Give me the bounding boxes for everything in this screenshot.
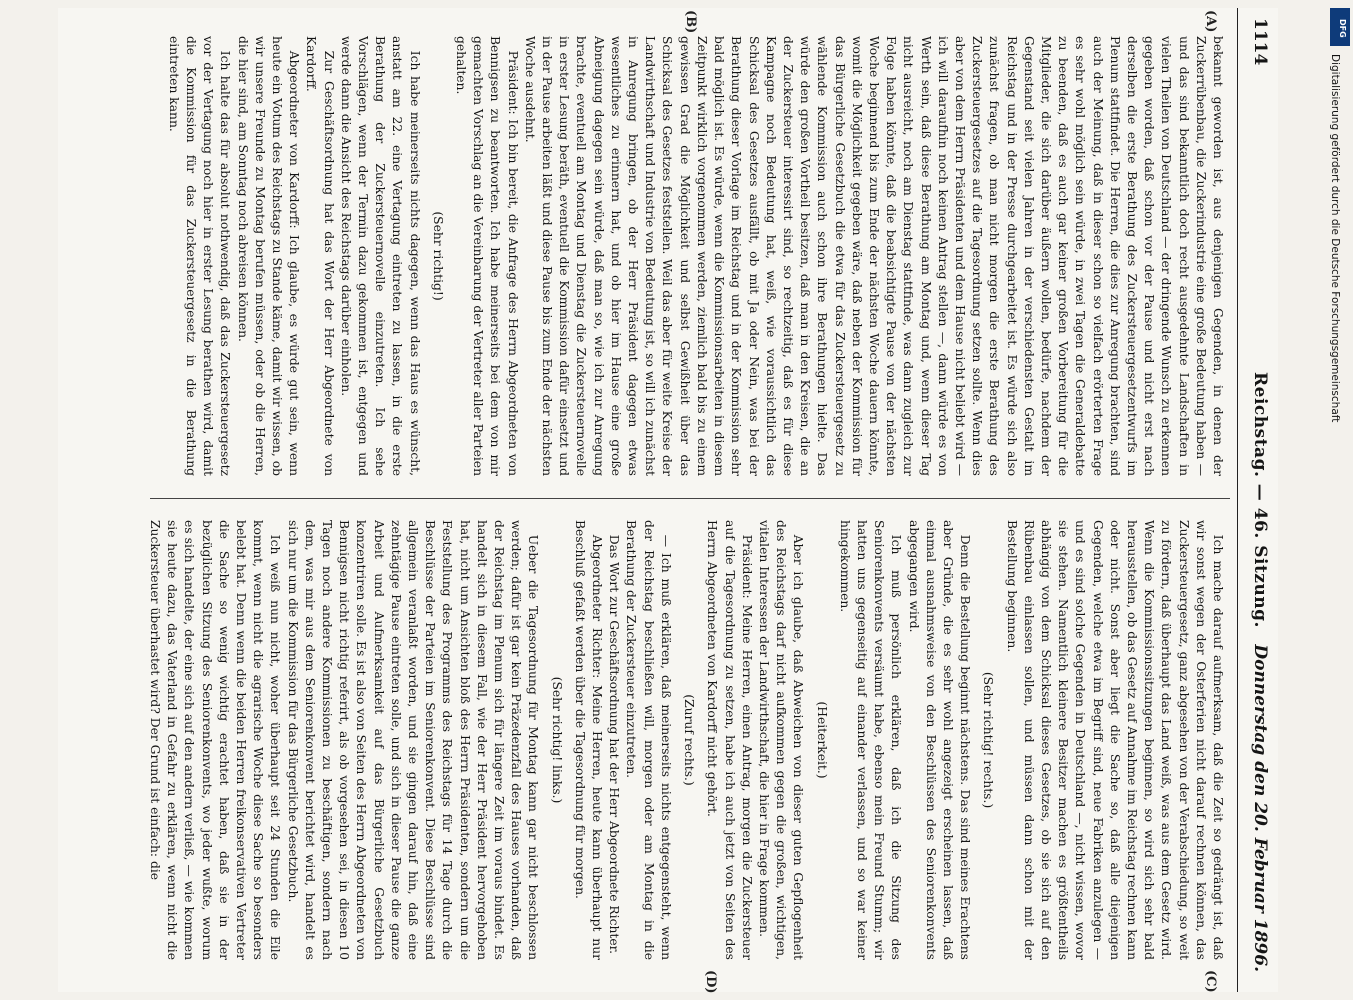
paragraph: Zur Geschäftsordnung hat das Wort der Herr Abgeordnete von Kardorff. bbox=[304, 36, 336, 476]
session-title: Reichstag. — 46. Sitzung. bbox=[1250, 372, 1270, 628]
session-date: Donnerstag den 20. Februar 1896. bbox=[1250, 644, 1270, 972]
paragraph: Ich halte das für absolut nothwendig, daß das Zuckersteuergesetz vor der Vertagung noch hier in erster Lesung berathen wird, damit die Kommission für das Zuckersteuergesetz in die Berathung eintreten kann. bbox=[166, 36, 233, 476]
right-column bbox=[146, 520, 1226, 960]
paragraph: Präsident: Meine Herren, einen Antrag, morgen die Zuckersteuer auf die Tagesordnung zu setzen, habe ich auch jetzt von Seiten des Herrn Abgeordneten von Kardorff nicht gehört. bbox=[705, 520, 754, 960]
paragraph: Ich weiß nun nicht, woher überhaupt seit 24 Stunden die Eile kommt, wenn nicht die agrarische Woche diese Sache so besonders belebt hat. Denn wenn die beiden Herren freikonservativen Vertreter die Sache so wenig wichtig erachtet haben, daß sie in der bezüglichen Sitzung des Seniorenkonvents, wo jeder wußte, worum es sich handelte, der eine sich auf den andern verließ, — wie kommen sie heute dazu, das Vaterland in Gefahr zu erklären, wenn nicht die Zuckersteuer überhastet wird? Der Grund ist einfach: die bbox=[148, 520, 283, 960]
paragraph: Denn die Bestellung beginnt nächstens. Das sind meines Erachtens aber Gründe, die es sehr wohl angezeigt erscheinen lassen, daß einmal ausnahmsweise von den Beschlüssen des Seniorenkonvents abgegangen wird. bbox=[906, 520, 973, 960]
scanned-page bbox=[58, 8, 1278, 992]
paragraph: Ich mache darauf aufmerksam, daß die Zeit so gedrängt ist, daß wir sonst wegen der Osterferien nicht darauf rechnen können, das Zuckersteuergesetz, ganz abgesehen von der Verabschiedung, so weit zu fördern, daß überhaupt das Land weiß, was aus dem Gesetz wird. Wenn die Kommissionssitzungen beginnen, so wird sich sehr bald herausstellen, ob das Gesetz auf Annahme im Reichstag rechnen kann oder nicht. Sonst aber liegt die Sache so, daß alle diejenigen Gegenden, welche etwa im Begriff sind, neue Fabriken anzulegen — und es sind solche Gegenden in Deutschland —, nicht wissen, wovor sie stehen. Namentlich kleinere Besitzer machen es größtentheils abhängig von dem Schicksal dieses Gesetzes, ob sie sich auf den Rübenbau einlassen sollen, und müssen dann schon mit der Bestellung beginnen. bbox=[1004, 520, 1225, 960]
interjection: (Zuruf rechts.) bbox=[682, 694, 697, 786]
paragraph: Ich muß persönlich erklären, daß ich die Sitzung des Seniorenkonvents versäumt habe, ebenso mein Freund Stumm; wir hatten uns gegenseitig auf einander verlassen, und so war keiner hingekommen. bbox=[837, 520, 904, 960]
page-number: 1114 bbox=[1250, 18, 1270, 66]
rotated-page bbox=[58, 8, 1278, 992]
dfg-funding-text: Digitalisierung gefördert durch die Deutsche Forschungsgemeinschaft bbox=[1329, 54, 1341, 423]
dfg-notice bbox=[1329, 8, 1351, 608]
dfg-logo-text: DFG bbox=[1338, 19, 1347, 38]
paragraph: Abgeordneter von Kardorff: Ich glaube, es würde gut sein, wenn heute ein Votum des Reichstags zu Stande käme, damit wir wissen, ob wir unsere Freunde zu Montag berufen müssen, oder ob die Herren, die hier sind, am Sonntag noch abreisen können. bbox=[235, 36, 302, 476]
margin-mark-b: (B) bbox=[683, 10, 698, 34]
running-header bbox=[1237, 8, 1278, 992]
paragraph: Das Wort zur Geschäftsordnung hat der Herr Abgeordnete Richter. bbox=[607, 534, 622, 955]
paragraph: Ich habe meinerseits nichts dagegen, wenn das Haus es wünscht, anstatt am 22. eine Vertagung eintreten zu lassen, in die erste Berathung der Zuckersteuernovelle einzutreten. Ich sehe Vorschlägen, wenn der Termin dazu gekommen ist, entgegen und werde dann die Ansicht des Reichstags darüber einholen. bbox=[338, 36, 422, 476]
column-divider bbox=[150, 498, 1230, 499]
left-column bbox=[146, 36, 1226, 476]
paragraph: Aber ich glaube, daß Abweichen von dieser guten Gepflogenheit des Reichstags darf nicht aufkommen gegen die großen, wichtigen, vitalen Interessen der Landwirthschaft, die hier in Frage kommen. bbox=[756, 520, 806, 960]
interjection: (Heiterkeit.) bbox=[814, 701, 829, 779]
paragraph: Präsident: Ich bin bereit, die Anfrage des Herrn Abgeordneten von Bennigsen zu beantworten. Ich habe meinerseits bei dem von mir gemachten Vorschlag an die Vereinbarung der Vertreter aller Parteien gehalten. bbox=[454, 36, 520, 476]
paragraph: — Ich muß erklären, daß meinerseits nichts entgegensteht, wenn der Reichstag beschließen will, morgen oder am Montag in die Berathung der Zuckersteuer einzutreten. bbox=[624, 520, 673, 960]
interjection: (Sehr richtig!) bbox=[430, 211, 445, 301]
margin-mark-c: (C) bbox=[1203, 970, 1218, 993]
paragraph: Abgeordneter Richter: Meine Herren, heute kann überhaupt nur Beschluß gefaßt werden über die Tagesordnung für morgen. bbox=[572, 520, 605, 960]
interjection: (Sehr richtig! rechts.) bbox=[981, 671, 996, 809]
margin-mark-d: (D) bbox=[703, 970, 718, 994]
interjection: (Sehr richtig! links.) bbox=[549, 676, 564, 804]
margin-mark-a: (A) bbox=[1203, 10, 1218, 33]
dfg-logo bbox=[1330, 8, 1350, 46]
paragraph: Ueber die Tagesordnung für Montag kann gar nicht beschlossen werden; dafür ist gar kein Präzedenzfall des Hauses vorhanden, daß der Reichstag im Plenum sich für längere Zeit im voraus bindet. Es handelt sich in diesem Fall, wie der Herr Präsident hervorgehoben hat, nicht um Ansichten bloß des Herrn Präsidenten, sondern um die Feststellung des Programms des Reichstags für 14 Tage durch die Beschlüsse der Parteien im Seniorenkonvent. Diese Beschlüsse sind allgemein veranlaßt worden, und sie gingen darauf hin, daß eine zehntägige Pause eintreten solle, und sich in dieser Pause die ganze Arbeit und Aufmerksamkeit auf das Bürgerliche Gesetzbuch konzentriren solle. Es ist also von Seiten des Herrn Abgeordneten von Bennigsen nicht richtig referirt, als ob vorgesehen sei, in diesen 10 Tagen noch andere Kommissionen zu beschäftigen, sondern nach dem, was mir aus dem Seniorenkonvent berichtet wird, handelt es sich nur um die Kommission für das Bürgerliche Gesetzbuch. bbox=[285, 520, 541, 960]
paragraph: bekannt geworden ist, aus denjenigen Gegenden, in denen der Zuckerrübenbau, die Zuckerindustrie eine große Bedeutung haben — und das sind bekanntlich doch recht ausgedehnte Landschaften in vielen Theilen von Deutschland — der dringende Wunsch zu erkennen gegeben worden, daß schon vor der Pause und nicht erst nach derselben die erste Berathung des Zuckersteuergesetzentwurfs im Plenum stattfindet. Die Herren, die dies zur Anregung brachten, sind auch der Meinung, daß in dieser schon so vielfach erörterten Frage es sehr wohl möglich sein würde, in zwei Tagen die Generaldebatte zu beenden, daß es auch gar keiner großen Vorbereitung für die Mitglieder, die sich darüber äußern wollen, bedürfe, nachdem der Gegenstand seit vielen Jahren in der verschiedensten Gestalt im Reichstag und in der Presse durchgearbeitet ist. Es würde sich also zunächst fragen, ob man nicht morgen die erste Berathung des Zuckersteuergesetzes auf die Tagesordnung setzen sollte. Wenn dies aber von dem Herrn Präsidenten und dem Hause nicht beliebt wird — ich will daraufhin noch keinen Antrag stellen —, dann würde es von Werth sein, daß diese Berathung am Montag und, wenn dieser Tag nicht ausreicht, noch am Dienstag stattfinde, was dann zugleich zur Folge haben könnte, daß die beabsichtigte Pause von der nächsten Woche beginnend bis zum Ende der nächsten Woche dauern könnte, womit die Möglichkeit gegeben wäre, daß neben der Kommission für das Bürgerliche Gesetzbuch die etwa für das Zuckersteuergesetz zu wählende Kommission auch schon ihre Berathungen hielte. Das würde den großen Vortheil besitzen, daß man in den Kreisen, die an der Zuckersteuer interessirt sind, so rechtzeitig, daß es für diese Kampagne noch Bedeutung hat, weiß, wie voraussichtlich das Schicksal des Gesetzes ausfällt, ob mit Ja oder Nein, was bei der Berathung dieser Vorlage im Reichstag und in der Kommission sehr bald möglich ist. Es würde, wenn die Kommissionsarbeiten in diesem Zeitpunkt wirklich vorgenommen werden, ziemlich bald bis zu einem gewissen Grad die Möglichkeit und selbst Gewißheit über das Schicksal des Gesetzes feststellen. Weil das aber für weite Kreise der Landwirthschaft und Industrie von Bedeutung ist, so will ich zunächst in Anregung bringen, ob der Herr Präsident dagegen etwas wesentliches zu erinnern hat, und ob hier im Hause eine große Abneigung dagegen sein würde, daß man so, wie ich zur Anregung brachte, eventuell am Montag und Dienstag die Zuckersteuernovelle in erster Lesung beräth, eventuell die Kommission dafür einsetzt und in der Pause arbeiten läßt und diese Pause bis zum Ende der nächsten Woche ausdehnt. bbox=[522, 36, 1225, 476]
